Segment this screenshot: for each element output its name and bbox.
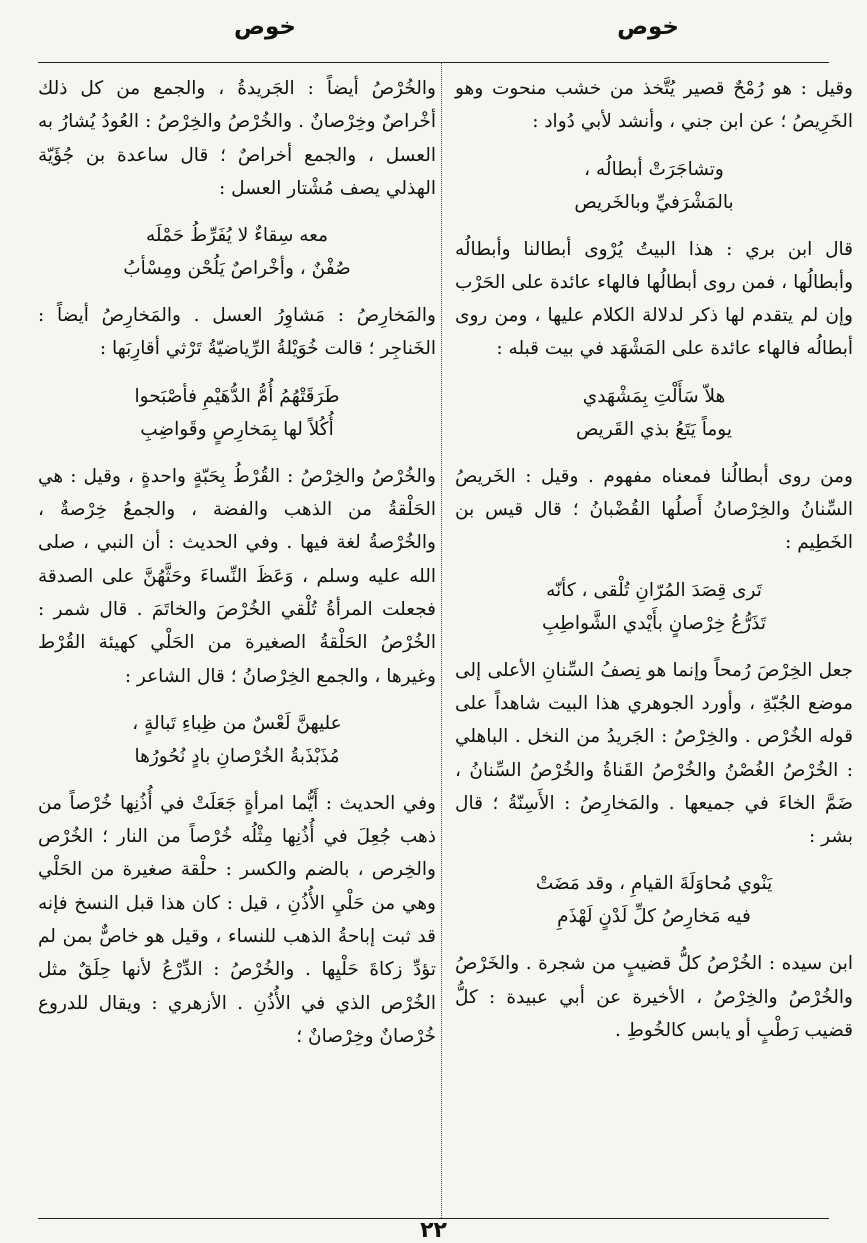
paragraph: ومن روى أبطالُنا فمعناه مفهوم . وقيل : الخَريصُ السِّنانُ والخِرْصانُ أَصلُها القُضْبانُ ؛ قال قيس بن الخَطِيم : xyxy=(455,465,853,554)
verse xyxy=(455,380,853,446)
verse-line: أُكُلاً لها بِمَخارِصٍ وقَواضِبِ xyxy=(140,418,334,440)
verse xyxy=(455,574,853,640)
verse xyxy=(38,707,436,773)
verse-line: صُفْنٌ ، وأخْراصٌ يَلُحْن ومِسْأبُ xyxy=(123,258,351,280)
paragraph: والخُرْصُ والخِرْصُ : القُرْطُ بِحَبّةٍ واحدةٍ ، وقيل : هي الحَلْقةُ من الذهب والفضة ، والجمعُ خِرْصةٌ ، والخُرْصةُ لغة فيها . وفي الحديث : أن النبي ، صلى الله عليه وسلم ، وَعَظَ النِّساءَ وحَثَّهُنَّ على الصدقة فجعلت المرأةُ تُلْقي الخُرْصَ والخاتَمَ . قال شمر : الخُرْصُ الحَلْقةُ الصغيرة من الحَلْي كهيئة القُرْط وغيرها ، والجمع الخِرْصانُ ؛ قال الشاعر : xyxy=(38,465,436,687)
paragraph: والمَخارِصُ : مَشاوِرُ العسل . والمَخارِصُ أيضاً : الخَناجِر ؛ قالت خُوَيْلةُ الرِّياضيّةُ تَرْثي أقارِبَها : xyxy=(38,305,436,360)
header-rule xyxy=(38,62,829,63)
verse xyxy=(38,219,436,285)
column-separator xyxy=(441,63,442,1218)
verse xyxy=(455,153,853,219)
verse-line: وتشاجَرَتْ أبطالُه ، xyxy=(584,158,724,180)
verse-line: تَذَرُّعُ خِرْصانٍ بأَيْدي الشَّواطِبِ xyxy=(541,612,767,634)
paragraph: وفي الحديث : أَيُّما امرأةٍ جَعَلَتْ في أُذُنِها خُرْصاً من ذهب جُعِلَ في أُذُنِها مِثْلُه خُرْصاً من النار ؛ الخُرْص والخِرص ، بالضم والكسر : حلْقة صغيرة من الحَلْي وهي من حَلْيِ الأُذُنِ ، قيل : كان هذا قبل النسخ فإنه قد ثبت إباحةُ الذهب للنساء ، وقيل هو خاصٌّ بمن لم تؤدِّ زكاةَ حَلْيِها . والخُرْصُ : الدِّرْعُ لأنها حِلَقٌ مثل الخُرْص الذي في الأُذُنِ . الأزهري : ويقال للدروع خُرْصانٌ وخِرْصانٌ ؛ xyxy=(38,792,436,1047)
verse-line: عليهنَّ لَعْسٌ من ظِباءِ تَبالةٍ ، xyxy=(132,712,342,734)
page-number: ٢٢ xyxy=(420,1218,447,1243)
verse-line: معه سِقاءٌ لا يُفَرِّطُ حَمْلَه xyxy=(145,225,329,247)
verse-line: يوماً يَتَعُ بذي القَريص xyxy=(576,418,732,440)
verse-line: طَرَقَتْهُمُ أُمُّ الدُّهَيْمِ فأصْبَحوا xyxy=(134,385,340,407)
paragraph: وقيل : هو رُمْحٌ قصير يُتَّخذ من خشب منحوت وهو الخَرِيصُ ؛ عن ابن جني ، وأنشد لأبي دُواد : xyxy=(455,78,853,133)
paragraph: جعل الخِرْصَ رُمحاً وإنما هو نِصفُ السِّنانِ الأعلى إلى موضع الجُبّةِ ، وأورد الجوهري هذا البيت شاهداً على قوله الخُرْص . والخِرْصُ : الجَريدُ من النخل . الباهلي : الخُرْصُ الغُصْنُ والخُرْصُ القَناةُ والخُرْصُ السِّنانُ ، ضَمَّ الخاءَ في جميعها . والمَخارِصُ : الأَسِنّةُ ؛ قال بشر : xyxy=(455,659,853,848)
verse-line: هلاّ سَأَلْتِ بِمَشْهَدي xyxy=(582,385,726,407)
verse-line: بالمَشْرَفيِّ وبالخَريص xyxy=(574,191,734,213)
right-column xyxy=(455,72,853,1047)
paragraph: ابن سيده : الخُرْصُ كلُّ قضيبٍ من شجرة . والخَرْصُ والخُرْصُ والخِرْصُ ، الأخيرة عن أبي عبيدة : كلُّ قضيب رَطْبٍ أو يابس كالخُوطِ . xyxy=(455,953,853,1042)
running-header-left: خوص xyxy=(234,14,296,40)
paragraph: قال ابن بري : هذا البيتُ يُرْوى أبطالنا وأبطالُه وأبطالُها ، فمن روى أبطالُها فالهاء عائدة على الحَرْب وإن لم يتقدم لها ذكر لدلالة الكلام عليها ، ومن روى أبطالُه فالهاء عائدة على المَشْهَد في بيت قبله : xyxy=(455,238,853,360)
running-header-right: خوص xyxy=(617,14,679,40)
paragraph: والخُرْصُ أيضاً : الجَريدةُ ، والجمع من كل ذلك أخْراصٌ وخِرْصانٌ . والخُرْصُ والخِرْصُ : العُودُ يُشارُ به العسل ، والجمع أخراصٌ ؛ قال ساعدة بن جُؤَيّة الهذلي يصف مُشْتار العسل : xyxy=(38,78,436,199)
verse-line: مُذَبْذَبةُ الخُرْصانِ بادٍ نُحُورُها xyxy=(134,745,340,767)
verse xyxy=(455,867,853,933)
verse-line: فيه مَخارِصُ كلِّ لَدْنٍ لَهْذَمِ xyxy=(557,906,751,928)
verse-line: تَرى قِصَدَ المُرّانِ تُلْقى ، كأنّه xyxy=(546,579,762,601)
left-column xyxy=(38,72,436,1053)
verse xyxy=(38,380,436,446)
verse-line: يَنْوي مُحاوَلَةَ القيامِ ، وقد مَضَتْ xyxy=(535,873,773,895)
